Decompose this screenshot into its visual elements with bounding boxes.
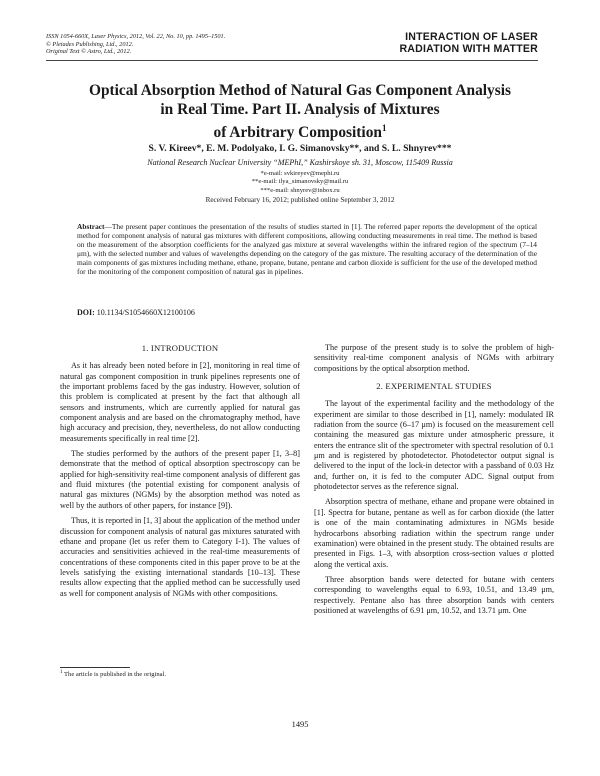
- email-line: **e-mail: ilya_simanovsky@mail.ru: [251, 178, 349, 186]
- paragraph: As it has already been noted before in [2], monitoring in real time of natural gas component composition in trunk pipelines represents one of the important problems faced by the gas industry. However, solution of this problem is complicated at present by the fact that although all sensors and instruments, which are currently applied for natural gas component analysis and are based on the chromatography method, have high accuracy and precision, they, nevertheless, do not allow conducting measurements specifically in real time [2].: [60, 361, 300, 443]
- abstract: [77, 222, 537, 277]
- title-line-3-text: of Arbitrary Composition: [213, 124, 382, 141]
- paragraph: Thus, it is reported in [1, 3] about the application of the method under discussion for component analysis of natural gas mixtures saturated with ethane and propane (let us refer them to Category I-1). The values of accuracies and sensitivities achieved in the real-time measurements of concentrations of these components cited in this paper prove to be at the levels satisfying the existing international standards [10–13]. These results allow expecting that the applied method can be successfully used as well for component analysis of NGMs with other compositions.: [60, 516, 300, 598]
- paragraph: The layout of the experimental facility and the methodology of the experiment are similar to those described in [1], namely: modulated IR radiation from the source (6–17 μm) is focused on the measurement cell containing the measured gas mixture under atmospheric pressure, it enters the entrance slit of the spectrometer with spectral resolution of 0.1 μm and is registered by photodetector. Photodetector output signal is delivered to the input of the lock-in detector with a passband of 0.03 Hz and, further on, it is fed to the computer ADC. Signal output from photodetector serves as the reference signal.: [314, 399, 554, 492]
- received-date: Received February 16, 2012; published online September 3, 2012: [205, 196, 395, 204]
- doi-value: 10.1134/S1054660X12100106: [96, 308, 195, 317]
- author-list: S. V. Kireev*, E. M. Podolyako, I. G. Simanovsky**, and S. L. Shnyrev***: [148, 143, 452, 154]
- section-line-2: RADIATION WITH MATTER: [399, 42, 538, 55]
- section-line-1: INTERACTION OF LASER: [405, 31, 538, 43]
- paragraph: The purpose of the present study is to solve the problem of high-sensitivity real-time component analysis of NGMs with arbitrary compositions by the optical absorption method.: [314, 343, 554, 373]
- citation-line: ISSN 1054-660X, Laser Physics, 2012, Vol. 22, No. 10, pp. 1495–1501.: [46, 33, 226, 40]
- email-line: *e-mail: svkireyev@mephi.ru: [260, 170, 340, 177]
- title-footnote-mark: 1: [381, 123, 387, 133]
- email-list: [40, 170, 560, 195]
- section-heading-introduction: 1. INTRODUCTION: [141, 343, 219, 353]
- footnote-mark: 1: [60, 670, 63, 675]
- affiliation: National Research Nuclear University “MEPhI,” Kashirskoye sh. 31, Moscow, 115409 Russia: [147, 158, 453, 167]
- doi-label: DOI:: [77, 308, 95, 317]
- right-column: [314, 343, 554, 621]
- email-line: ***e-mail: shnyrev@inbox.ru: [260, 186, 340, 194]
- section-heading-experimental: 2. EXPERIMENTAL STUDIES: [376, 381, 492, 392]
- abstract-label: Abstract: [77, 222, 105, 231]
- title-line-1: Optical Absorption Method of Natural Gas Component Analysis: [88, 82, 511, 99]
- paragraph: Absorption spectra of methane, ethane and propane were obtained in [1]. Spectra for butane, pentane as well as for carbon dioxide (the latter is one of the main contaminating admixtures in NGMs beside hydrocarbons absorbing radiation within the spectrum range under examination) were obtained in the present study. The obtained results are presented in Figs. 1–3, with absorption cross-section values σ plotted along the vertical axis.: [314, 497, 554, 569]
- header-rule: [46, 60, 538, 61]
- footnote: [60, 670, 166, 678]
- abstract-text: —The present paper continues the presentation of the results of studies started in [1]. The referred paper reports the development of the optical method for component analysis of natural gas mixtures with different compositions, allowing conducting measurements in real time. The method is based on the measurement of the absorption coefficients for the analyzed gas mixture at several wavelengths within the infrared region of the spectrum (7–14 μm), with the selected number and values of wavelengths depending on the category of the gas mixture. The resulting accuracy of the determination of the main components of gas mixtures including methane, ethane, propane, butane, pentane and carbon dioxide is sufficient for the use of the developed method for the monitoring of the component composition of natural gas in pipelines.: [77, 222, 537, 277]
- copyright-line: © Pleiades Publishing, Ltd., 2012.: [46, 40, 134, 48]
- journal-section: [399, 32, 538, 55]
- paragraph: The studies performed by the authors of the present paper [1, 3–8] demonstrate that the method of optical absorption spectroscopy can be applied for high-sensitivity real-time component analysis of different gas and fluid mixtures (the potential existing for component analysis of natural gas mixtures (NGMs) by the absorption method was noted as well by the authors of other papers, for instance [9]).: [60, 449, 300, 510]
- footnote-text: The article is published in the original.: [64, 671, 167, 679]
- journal-citation: [46, 33, 225, 56]
- paragraph: Three absorption bands were detected for butane with centers corresponding to wavelengths equal to 6.93, 10.51, and 13.49 μm, respectively. Pentane also has three absorption bands with centers positioned at wavelengths of 6.91 μm, 10.52, and 13.71 μm. One: [314, 574, 554, 615]
- footnote-rule: [60, 667, 130, 668]
- doi: [77, 308, 195, 317]
- title-line-3: [40, 119, 560, 142]
- original-text-line: Original Text © Astro, Ltd., 2012.: [46, 48, 132, 56]
- page-number: 1495: [291, 720, 309, 729]
- paper-title: [40, 81, 560, 142]
- left-column: [60, 343, 300, 604]
- title-line-2: in Real Time. Part II. Analysis of Mixtures: [160, 101, 440, 118]
